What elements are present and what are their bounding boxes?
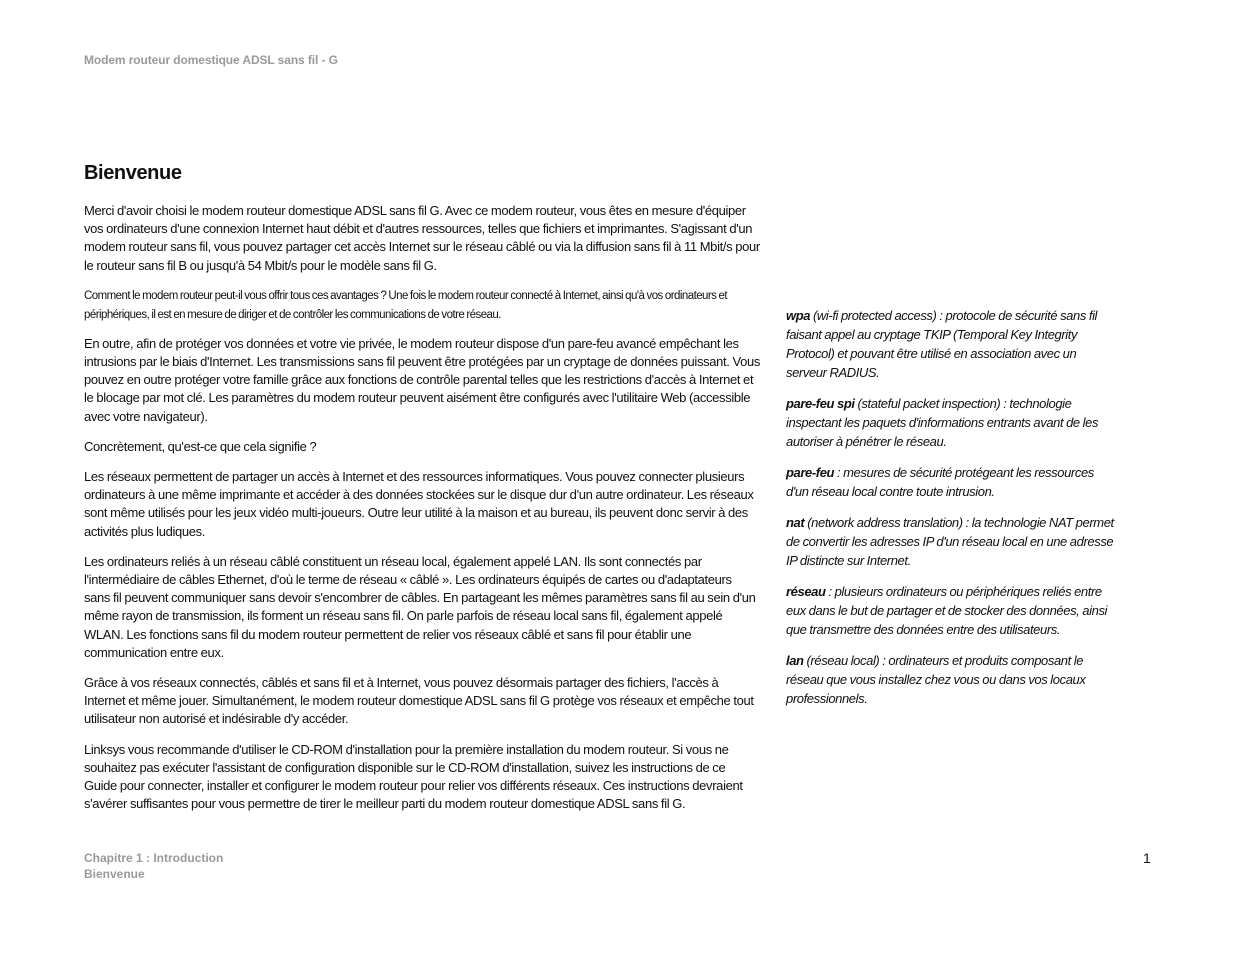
glossary-definition: : plusieurs ordinateurs ou périphériques reliés entre eux dans le but de partager et de stocker des données, ainsi que transmettre des données entre des utilisateurs. xyxy=(786,584,1108,637)
glossary-entry-wpa xyxy=(786,306,1116,382)
glossary-definition: (wi-fi protected access) : protocole de sécurité sans fil faisant appel au cryptage TKIP (Temporal Key Integrity Protocol) et pouvant être utilisé en association avec un serveur RADIUS. xyxy=(786,308,1098,380)
glossary-entry-lan xyxy=(786,651,1116,708)
paragraph-security: En outre, afin de protéger vos données et votre vie privée, le modem routeur dispose d'un pare-feu avancé empêchant les intrusions par le biais d'Internet. Les transmissions sans fil peuvent être protégées par un cryptage de données puissant. Vous pouvez en outre protéger votre famille grâce aux fonctions de contrôle parental telles que les restrictions d'accès à Internet et le blocage par mot clé. Les paramètres du modem routeur peuvent aisément être configurés avec l'utilitaire Web (accessible avec votre navigateur). xyxy=(84,335,761,424)
paragraph-sharing: Grâce à vos réseaux connectés, câblés et sans fil et à Internet, vous pouvez désormais partager des fichiers, l'accès à Internet et même jouer. Simultanément, le modem routeur domestique ADSL sans fil G protège vos réseaux et empêche tout utilisateur non autorisé et indésirable d'y accéder. xyxy=(84,675,754,727)
glossary-term: pare-feu spi xyxy=(786,396,855,411)
glossary-term: wpa xyxy=(786,308,811,323)
glossary-definition: (network address translation) : la technologie NAT permet de convertir les adresses IP d'un réseau local en une adresse IP distincte sur Internet. xyxy=(786,515,1114,568)
glossary-term: nat xyxy=(786,515,805,530)
page-number: 1 xyxy=(1143,850,1151,866)
glossary-term: lan xyxy=(786,653,804,668)
glossary-entry-reseau xyxy=(786,582,1116,639)
footer-chapter: Chapitre 1 : Introduction xyxy=(84,851,224,865)
paragraph-networks: Les réseaux permettent de partager un accès à Internet et des ressources informatiques. Vous pouvez connecter plusieurs ordinateurs à une même imprimante et accéder à des données stockées sur le disque dur d'un autre ordinateur. Les réseaux sont même utilisés pour les jeux vidéo multi-joueurs. Outre leur utilité à la maison et au bureau, ils peuvent donc servir à des activités plus ludiques. xyxy=(84,469,754,539)
paragraph-cdrom: Linksys vous recommande d'utiliser le CD-ROM d'installation pour la première installation du modem routeur. Si vous ne souhaitez pas exécuter l'assistant de configuration disponible sur le CD-ROM d'installation, suivez les instructions de ce Guide pour connecter, installer et configurer le modem routeur pour relier vos différents réseaux. Ces instructions devraient s'avérer suffisantes pour vous permettre de tirer le meilleur parti du modem routeur domestique ADSL sans fil G. xyxy=(84,741,743,812)
glossary-term: réseau xyxy=(786,584,826,599)
paragraph-question: Concrètement, qu'est-ce que cela signifie ? xyxy=(84,438,317,454)
running-header: Modem routeur domestique ADSL sans fil - G xyxy=(84,53,338,67)
paragraph-lan: Les ordinateurs reliés à un réseau câblé constituent un réseau local, également appelé LAN. Ils sont connectés par l'intermédiaire de câbles Ethernet, d'où le terme de réseau « câblé ». Les ordinateurs équipés de cartes ou d'adaptateurs sans fil peuvent communiquer sans devoir s'encombrer de câbles. En partageant les mêmes paramètres sans fil au sein d'un même rayon de transmission, ils forment un réseau sans fil. On parle parfois de réseau local sans fil, également appelé WLAN. Les fonctions sans fil du modem routeur permettent de relier vos réseaux câblé et sans fil pour établir une communication entre eux. xyxy=(84,553,756,660)
glossary-sidebar xyxy=(786,306,1116,720)
glossary-term: pare-feu xyxy=(786,465,835,480)
main-text-column xyxy=(84,202,760,825)
glossary-definition: : mesures de sécurité protégeant les ressources d'un réseau local contre toute intrusion. xyxy=(786,465,1094,499)
page-title: Bienvenue xyxy=(84,162,182,184)
glossary-entry-nat xyxy=(786,513,1116,570)
glossary-definition: (réseau local) : ordinateurs et produits composant le réseau que vous installez chez vous ou dans vos locaux professionnels. xyxy=(786,653,1086,706)
paragraph-intro: Merci d'avoir choisi le modem routeur domestique ADSL sans fil G. Avec ce modem routeur, vous êtes en mesure d'équiper vos ordinateurs d'une connexion Internet haut débit et d'autres ressources, telles que fichiers et imprimantes. S'agissant d'un modem routeur sans fil, vous pouvez partager cet accès Internet sur le réseau câblé ou via la diffusion sans fil à 11 Mbit/s pour le routeur sans fil B ou jusqu'à 54 Mbit/s pour le modèle sans fil G. xyxy=(84,203,760,273)
paragraph-how: Comment le modem routeur peut-il vous offrir tous ces avantages ? Une fois le modem routeur connecté à Internet, ainsi qu'à vos ordinateurs et périphériques, il est en mesure de diriger et de contrôler les communications de votre réseau. xyxy=(84,289,728,321)
glossary-entry-pare-feu xyxy=(786,463,1116,501)
glossary-entry-pare-feu-spi xyxy=(786,394,1116,451)
footer-section: Bienvenue xyxy=(84,867,145,881)
glossary-definition: (stateful packet inspection) : technologie inspectant les paquets d'informations entrants avant de les autoriser à pénétrer le réseau. xyxy=(786,396,1099,449)
